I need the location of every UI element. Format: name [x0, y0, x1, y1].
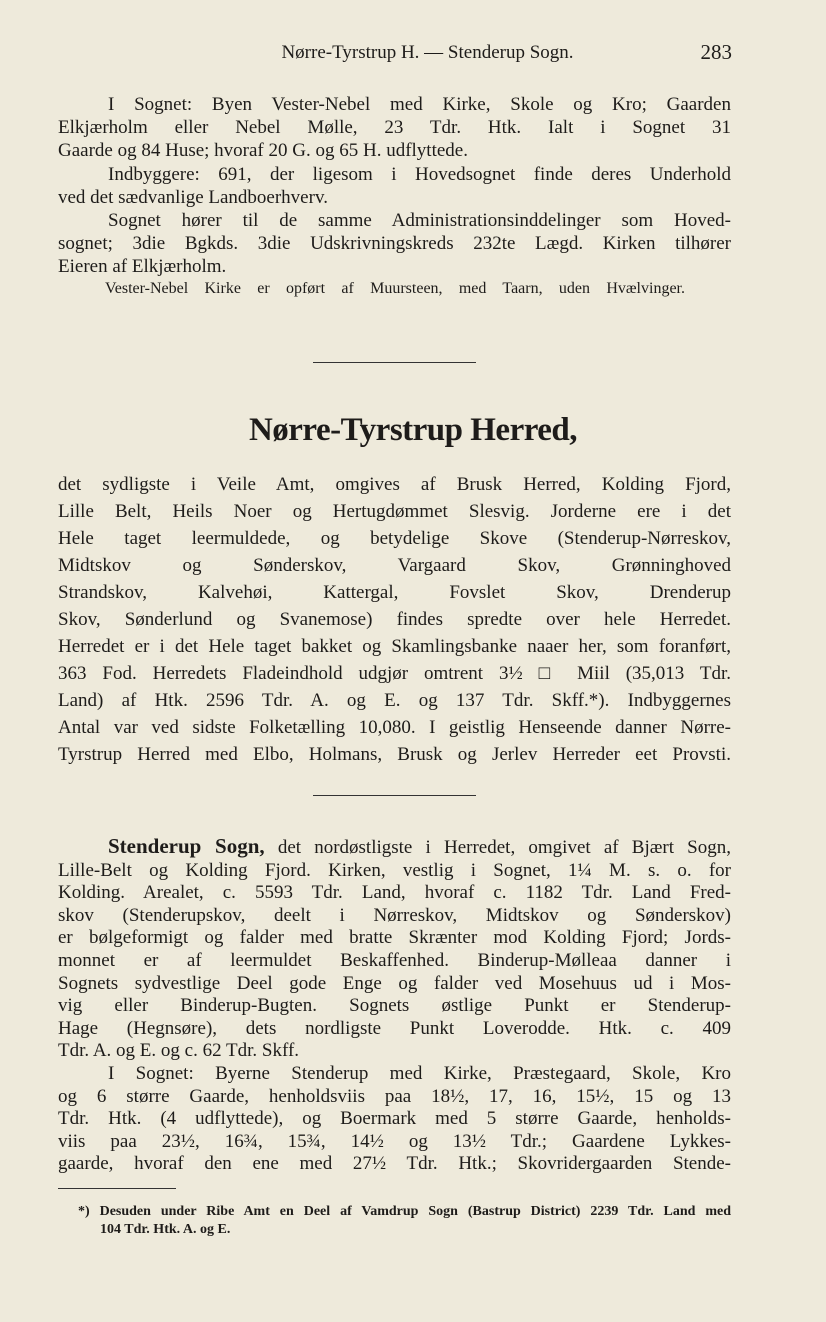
text-line-content: vig eller Binderup-Bugten. Sognets østlige Punkt er Stenderup-	[58, 995, 731, 1017]
text-line-content: gaarde, hvoraf den ene med 27½ Tdr. Htk.; Skovridergaarden Stende-	[58, 1153, 731, 1175]
text-line-content: skov (Stenderupskov, deelt i Nørreskov, Midtskov og Sønderskov)	[58, 904, 731, 926]
running-header: Nørre-Tyrstrup H. — Stenderup Sogn.	[281, 42, 574, 63]
herred-description	[58, 471, 731, 768]
text-line	[58, 579, 731, 606]
text-line-content: Lille Belt, Heils Noer og Hertugdømmet Slesvig. Jorderne ere i det	[58, 501, 731, 522]
text-line-content: Tyrstrup Herred med Elbo, Holmans, Brusk og Jerlev Herreder eet Provsti.	[58, 744, 731, 765]
text-line	[58, 714, 731, 741]
text-line-content: Sognets sydvestlige Deel gode Enge og falder ved Mosehuus ud i Mos-	[58, 972, 731, 994]
text-line	[58, 741, 731, 768]
text-line	[58, 660, 731, 687]
text-line	[58, 973, 731, 996]
text-line	[58, 525, 731, 552]
text-line-content: Tdr. A. og E. og c. 62 Tdr. Skff.	[58, 1040, 300, 1062]
text-line-content: ved det sædvanlige Landboerhverv.	[58, 186, 328, 208]
text-line-content: Hele taget leermuldede, og betydelige Skove (Stenderup-Nørreskov,	[58, 528, 731, 549]
text-line	[58, 186, 731, 209]
text-line	[58, 687, 731, 714]
text-line-content: I Sognet: Byen Vester-Nebel med Kirke, Skole og Kro; Gaarden	[108, 94, 731, 115]
text-line	[58, 552, 731, 579]
text-line	[58, 927, 731, 950]
herred-heading: Nørre-Tyrstrup Herred,	[248, 412, 578, 448]
text-line-content: viis paa 23½, 16¾, 15¾, 14½ og 13½ Tdr.; Gaardene Lykkes-	[58, 1130, 731, 1152]
section-divider	[313, 362, 476, 363]
text-line-content: Strandskov, Kalvehøi, Kattergal, Fovslet Skov, Drenderup	[58, 582, 731, 603]
text-line	[58, 116, 731, 139]
footnote-line: *) Desuden under Ribe Amt en Deel af Vamdrup Sogn (Bastrup District) 2239 Tdr. Land med	[78, 1204, 731, 1219]
page-number: 283	[700, 40, 732, 64]
text-line	[58, 905, 731, 928]
text-line	[58, 633, 731, 660]
text-line-content: Skov, Sønderlund og Svanemose) findes spredte over hele Herredet.	[58, 609, 731, 630]
text-line-content: Tdr. Htk. (4 udflyttede), og Boermark med 5 større Gaarde, henholds-	[58, 1108, 731, 1130]
text-line-content: sognet; 3die Bgkds. 3die Udskrivningskreds 232te Lægd. Kirken tilhører	[58, 233, 731, 255]
footnote-line: 104 Tdr. Htk. A. og E.	[100, 1222, 231, 1237]
text-line	[58, 471, 731, 498]
church-note: Vester-Nebel Kirke er opført af Muursteen, med Taarn, uden Hvælvinger.	[105, 280, 685, 297]
vester-nebel-section	[58, 93, 731, 279]
text-line	[58, 139, 731, 162]
text-line-content: det sydligste i Veile Amt, omgives af Brusk Herred, Kolding Fjord,	[58, 474, 731, 495]
text-line	[58, 498, 731, 525]
text-line	[58, 835, 731, 860]
text-line-content: det nordøstligste i Herredet, omgivet af Bjært Sogn,	[264, 837, 731, 858]
text-line-content: Indbyggere: 691, der ligesom i Hovedsognet finde deres Underhold	[108, 163, 731, 185]
text-line	[58, 163, 731, 186]
text-line-content: Gaarde og 84 Huse; hvoraf 20 G. og 65 H. udflyttede.	[58, 140, 468, 162]
text-line-content: Sognet hører til de samme Administrationsinddelinger som Hoved-	[108, 210, 731, 232]
text-line-content: 363 Fod. Herredets Fladeindhold udgjør omtrent 3½ □ Miil (35,013 Tdr.	[58, 663, 731, 684]
text-line	[58, 860, 731, 883]
text-line	[58, 1131, 731, 1154]
text-line	[58, 950, 731, 973]
text-line-content: Eieren af Elkjærholm.	[58, 256, 227, 278]
text-line-content: Antal var ved sidste Folketælling 10,080. I geistlig Henseende danner Nørre-	[58, 717, 731, 738]
text-line	[58, 232, 731, 255]
text-line	[58, 93, 731, 116]
text-line-content: Kolding. Arealet, c. 5593 Tdr. Land, hvoraf c. 1182 Tdr. Land Fred-	[58, 882, 731, 904]
text-line-content: Hage (Hegnsøre), dets nordligste Punkt Loverodde. Htk. c. 409	[58, 1017, 731, 1039]
text-line	[58, 1153, 731, 1176]
text-line-content: er bølgeformigt og falder med bratte Skrænter mod Kolding Fjord; Jords-	[58, 927, 731, 949]
text-line-content: monnet er af leermuldet Beskaffenhed. Binderup-Mølleaa danner i	[58, 949, 731, 971]
section-divider	[313, 795, 476, 796]
text-line	[58, 1018, 731, 1041]
text-line-content: og 6 større Gaarde, henholdsviis paa 18½, 17, 16, 15½, 15 og 13	[58, 1085, 731, 1107]
text-line	[58, 255, 731, 278]
text-line	[58, 882, 731, 905]
text-line	[58, 209, 731, 232]
text-line	[58, 606, 731, 633]
text-line	[58, 1108, 731, 1131]
text-line-content: Elkjærholm eller Nebel Mølle, 23 Tdr. Htk. Ialt i Sognet 31	[58, 117, 731, 139]
text-line-content: Midtskov og Sønderskov, Vargaard Skov, Grønninghoved	[58, 555, 731, 576]
text-line	[58, 995, 731, 1018]
text-line	[58, 1086, 731, 1109]
text-line-content: Lille-Belt og Kolding Fjord. Kirken, vestlig i Sognet, 1¼ M. s. o. for	[58, 859, 731, 881]
parish-name: Stenderup Sogn,	[108, 834, 265, 858]
footnote-rule	[58, 1188, 176, 1189]
footnote	[58, 1203, 731, 1239]
text-line	[58, 1063, 731, 1086]
text-line-content: Land) af Htk. 2596 Tdr. A. og E. og 137 Tdr. Skff.*). Indbyggernes	[58, 690, 731, 711]
text-line-content: I Sognet: Byerne Stenderup med Kirke, Præstegaard, Skole, Kro	[108, 1062, 731, 1084]
text-line-content: Herredet er i det Hele taget bakket og Skamlingsbanke naaer her, som foranført,	[58, 636, 731, 657]
stenderup-section	[58, 835, 731, 1176]
text-line	[58, 1040, 731, 1063]
